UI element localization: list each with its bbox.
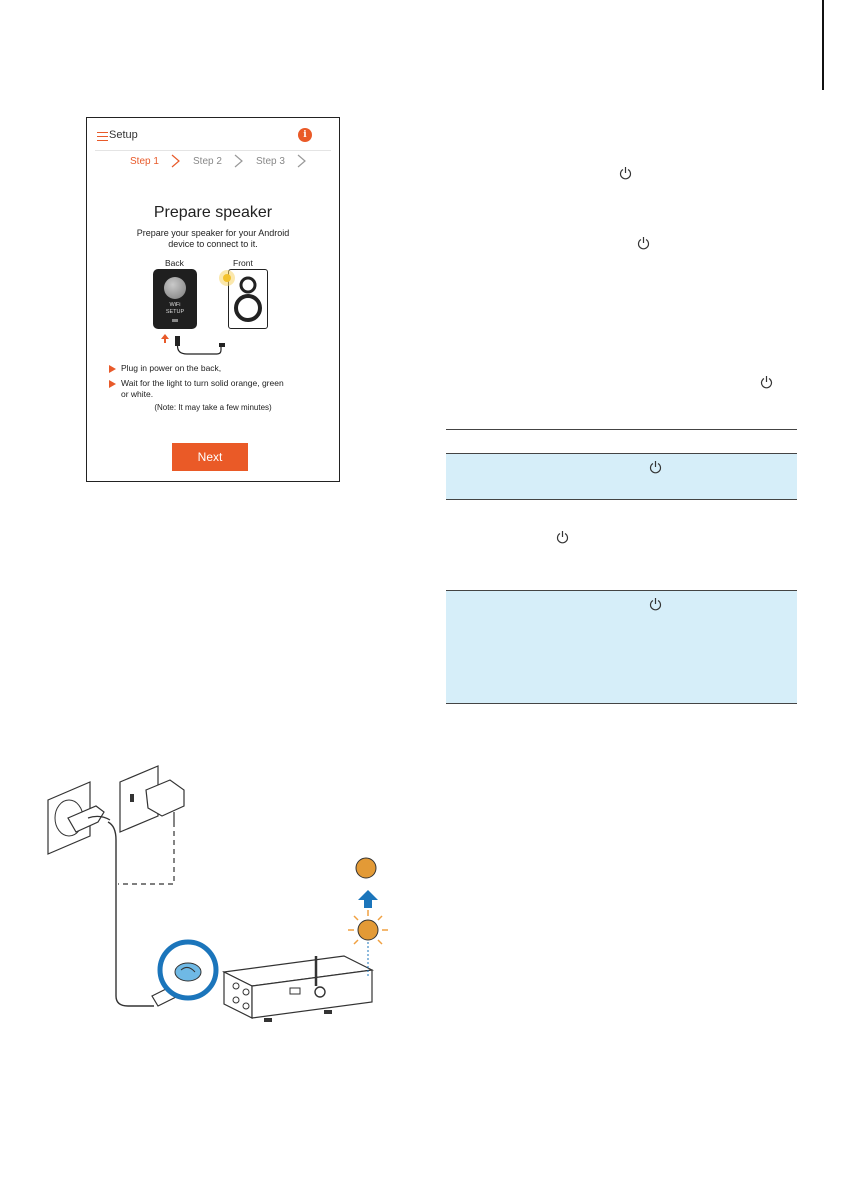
next-button[interactable]: Next (172, 443, 248, 471)
menu-icon[interactable] (97, 132, 108, 141)
info-icon[interactable]: i (298, 128, 312, 142)
chevron-right-icon (297, 154, 306, 168)
header-divider (95, 150, 331, 151)
tab-step-2[interactable]: Step 2 (193, 156, 222, 167)
power-icon (637, 236, 650, 250)
arrow-up-icon (358, 890, 378, 908)
power-icon (556, 530, 569, 544)
tab-step-3[interactable]: Step 3 (256, 156, 285, 167)
status-light-glow-icon (217, 268, 237, 288)
back-label: Back (165, 258, 184, 268)
power-icon (649, 460, 662, 474)
app-title: Setup (109, 129, 138, 141)
page-edge-rule (822, 0, 824, 90)
chevron-right-icon (171, 154, 180, 168)
power-connection-illustration (38, 760, 398, 1030)
chevron-right-icon (234, 154, 243, 168)
power-inlet-zoom-icon (160, 942, 216, 998)
power-cable-icon (147, 326, 267, 358)
app-screenshot (86, 117, 340, 482)
streamer-device-icon (224, 956, 372, 1022)
table-row-highlight (446, 454, 797, 499)
instruction-1: Plug in power on the back, (121, 363, 222, 373)
power-icon (760, 375, 773, 389)
bullet-arrow-icon (109, 365, 116, 373)
front-label: Front (233, 258, 253, 268)
page-title: Prepare speaker (153, 204, 273, 221)
wifi-setup-label: WiFi SETUP (165, 302, 185, 315)
page-subtitle: Prepare your speaker for your Android device to connect to it. (136, 228, 290, 249)
blinking-indicator-icon (348, 910, 388, 944)
table-top-rule (446, 429, 797, 430)
table-row-highlight (446, 591, 797, 703)
instruction-note: (Note: It may take a few minutes) (154, 403, 272, 412)
speaker-back-illustration (153, 269, 197, 329)
wifi-setup-button-illustration (164, 277, 186, 299)
power-icon (619, 166, 632, 180)
bullet-arrow-icon (109, 380, 116, 388)
instruction-2: Wait for the light to turn solid orange, green or white. (121, 378, 284, 399)
power-icon (649, 597, 662, 611)
table-bottom-rule (446, 703, 797, 704)
power-port-illustration (172, 319, 178, 322)
table-row-rule (446, 499, 797, 500)
tab-step-1[interactable]: Step 1 (130, 156, 159, 167)
solid-indicator-icon (356, 858, 376, 878)
